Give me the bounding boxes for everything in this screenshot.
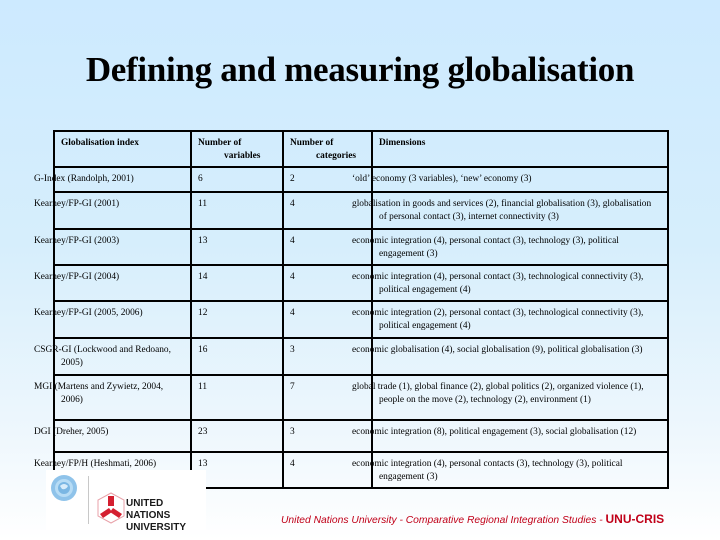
cell-dimensions: economic integration (4), personal contact (3), technological connectivity (3), political engagement (4): [372, 265, 668, 301]
cell-variables: 11: [191, 375, 283, 420]
cell-index: MGI (Martens and Zywietz, 2004, 2006): [54, 375, 191, 420]
footer-brand: UNU-CRIS: [605, 512, 665, 526]
table-row: [54, 167, 668, 192]
footer: [281, 512, 664, 526]
logo-line1: UNITED NATIONS: [126, 498, 171, 521]
cell-variables: 12: [191, 301, 283, 338]
cell-dimensions: ‘old’ economy (3 variables), ‘new’ economy (3): [372, 167, 668, 192]
cell-categories: 3: [283, 420, 372, 452]
cell-dimensions: globalisation in goods and services (2), financial globalisation (3), globalisation of personal contact (3), internet connectivity (3): [372, 192, 668, 229]
cell-index: CSGR-GI (Lockwood and Redoano, 2005): [54, 338, 191, 375]
table-row: [54, 265, 668, 301]
table-row: [54, 338, 668, 375]
cell-index: Kearney/FP-GI (2004): [54, 265, 191, 301]
table-row: [54, 301, 668, 338]
cell-categories: 4: [283, 192, 372, 229]
cell-index: G-Index (Randolph, 2001): [54, 167, 191, 192]
header-categories-line2: categories: [316, 150, 357, 161]
table-header-row: [54, 131, 668, 167]
cell-dimensions: global trade (1), global finance (2), global politics (2), organized violence (1), people on the move (2), technology (2), environment (1): [372, 375, 668, 420]
globalisation-index-table: [34, 130, 669, 489]
cell-categories: 4: [283, 301, 372, 338]
unu-mark-icon: [96, 492, 126, 524]
header-categories: [283, 131, 372, 167]
cell-categories: 2: [283, 167, 372, 192]
cell-variables: 13: [191, 229, 283, 265]
cell-index: Kearney/FP-GI (2003): [54, 229, 191, 265]
cell-index: Kearney/FP-GI (2001): [54, 192, 191, 229]
logo-divider: [88, 476, 89, 524]
header-categories-line1: Number of: [290, 138, 334, 148]
header-index: Globalisation index: [54, 131, 191, 167]
footer-text: United Nations University - Comparative Regional Integration Studies -: [281, 515, 606, 526]
cell-dimensions: economic integration (2), personal contact (3), technological connectivity (3), political engagement (4): [372, 301, 668, 338]
cell-categories: 4: [283, 265, 372, 301]
unu-logo-text: [126, 498, 206, 534]
cell-variables: 6: [191, 167, 283, 192]
cell-categories: 4: [283, 229, 372, 265]
slide-title: Defining and measuring globalisation: [85, 50, 635, 89]
cell-variables: 14: [191, 265, 283, 301]
un-emblem-icon: [50, 474, 78, 502]
header-variables: [191, 131, 283, 167]
header-dimensions: Dimensions: [372, 131, 668, 167]
logo-line2: UNIVERSITY: [126, 522, 187, 533]
cell-index: Kearney/FP-GI (2005, 2006): [54, 301, 191, 338]
cell-variables: 11: [191, 192, 283, 229]
cell-index: Kearney/FP/H (Heshmati, 2006): [54, 452, 191, 488]
table-row: [54, 192, 668, 229]
table-row: [54, 375, 668, 420]
table-row: [54, 229, 668, 265]
cell-variables: 23: [191, 420, 283, 452]
unu-logo: [46, 470, 206, 533]
cell-index: DGI (Dreher, 2005): [54, 420, 191, 452]
cell-categories: 7: [283, 375, 372, 420]
cell-dimensions: economic integration (4), personal contacts (3), technology (3), political engagement (3): [372, 452, 668, 488]
cell-variables: 13: [191, 452, 283, 488]
cell-dimensions: economic integration (4), personal contact (3), technology (3), political engagement (3): [372, 229, 668, 265]
cell-categories: 4: [283, 452, 372, 488]
cell-dimensions: economic integration (8), political engagement (3), social globalisation (12): [372, 420, 668, 452]
cell-categories: 3: [283, 338, 372, 375]
header-variables-line2: variables: [224, 150, 261, 161]
header-variables-line1: Number of: [198, 138, 242, 148]
cell-dimensions: economic globalisation (4), social globalisation (9), political globalisation (3): [372, 338, 668, 375]
cell-variables: 16: [191, 338, 283, 375]
table-row: [54, 420, 668, 452]
